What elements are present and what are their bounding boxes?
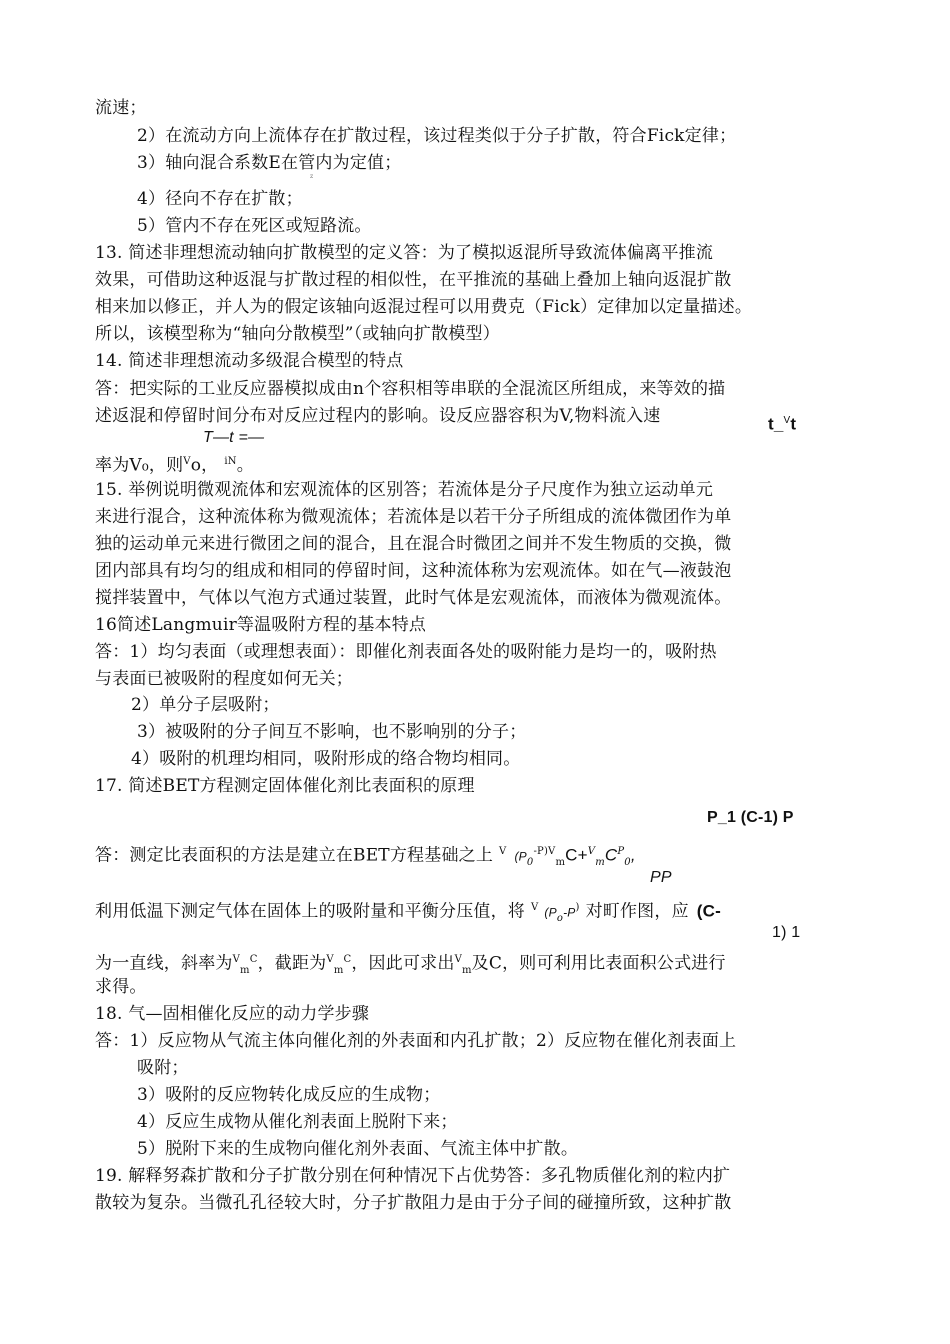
text-run: 利用低温下测定气体在固体上的吸附量和平衡分压值，将	[95, 901, 525, 922]
formula-superscript: )	[575, 902, 580, 913]
formula-subscript: 0	[624, 857, 631, 869]
text-line: 求得。	[95, 977, 147, 997]
formula-subscript: m	[333, 965, 344, 977]
formula-subscript: m	[461, 965, 472, 977]
text-line: 答：把实际的工业反应器模拟成由n个容积相等串联的全混流区所组成，来等效的描	[95, 379, 726, 399]
formula-superscript: C	[249, 954, 258, 965]
formula-superscript: V	[531, 902, 539, 913]
text-line: 5）脱附下来的生成物向催化剂外表面、气流主体中扩散。	[137, 1139, 579, 1159]
text-run: 述返混和停留时间分布对反应过程内的影响。设反应器容积为V,物料流入速	[95, 406, 661, 426]
question-13-heading: 13. 简述非理想流动轴向扩散模型的定义答：为了模拟返混所导致流体偏离平推流	[95, 243, 714, 263]
text-line: 流速；	[95, 98, 147, 118]
text-line: 与表面已被吸附的程度如何无关；	[95, 669, 353, 689]
question-17-heading: 17. 简述BET方程测定固体催化剂比表面积的原理	[95, 776, 475, 796]
formula-superscript: P	[617, 846, 625, 857]
text-run: 对町作图，应	[585, 901, 689, 922]
text-run: 为一直线，斜率为	[95, 953, 233, 974]
formula-text: t_	[768, 414, 784, 434]
formula-text: C	[604, 845, 618, 865]
formula-text: t	[790, 414, 797, 434]
text-line: 独的运动单元来进行微团之间的混合，且在混合时微团之间并不发生物质的交换，微	[95, 534, 732, 554]
formula-superscript: V	[783, 415, 791, 426]
text-line: 3）轴向混合系数E在管内为定值；	[137, 153, 402, 173]
text-line	[95, 897, 721, 930]
text-run: ，因此可求出	[351, 953, 455, 974]
formula-text: (P	[514, 849, 527, 864]
text-line: 团内部具有均匀的组成和相同的停留时间，这种流体称为宏观流体。如在气—液鼓泡	[95, 561, 732, 581]
question-14-heading: 14. 简述非理想流动多级混合模型的特点	[95, 351, 404, 371]
formula-fragment: T—t =—	[203, 429, 265, 446]
formula-superscript: iN	[224, 456, 237, 467]
stray-mark: z	[310, 173, 314, 180]
formula-superscript: -P)	[533, 846, 549, 857]
text-line: 4）反应生成物从催化剂表面上脱附下来；	[137, 1112, 458, 1132]
formula-subscript: m	[555, 857, 566, 869]
text-line: 答：1）反应物从气流主体向催化剂的外表面和内孔扩散；2）反应物在催化剂表面上	[95, 1031, 737, 1051]
formula-superscript: V	[326, 954, 334, 965]
text-run: ，截距为	[257, 953, 327, 974]
formula-text: (C-	[696, 901, 721, 921]
text-line: 搅拌装置中，气体以气泡方式通过装置，此时气体是宏观流体，而液体为微观流体。	[95, 588, 732, 608]
text-run: o，	[190, 455, 219, 476]
text-run: 。	[236, 455, 254, 476]
bet-formula-numerator: P_1 (C-1) P	[707, 809, 794, 826]
text-line: 2）单分子层吸附；	[131, 695, 280, 715]
formula-subscript: m	[240, 965, 250, 977]
formula-subscript: m	[595, 857, 605, 869]
text-line: 4）径向不存在扩散；	[137, 189, 303, 209]
formula-superscript: V	[587, 846, 596, 857]
text-line: 来进行混合，这种流体称为微观流体；若流体是以若干分子所组成的流体微团作为单	[95, 507, 732, 527]
formula-fragment: 1) 1	[772, 924, 801, 941]
text-line: 效果，可借助这种返混与扩散过程的相似性，在平推流的基础上叠加上轴向返混扩散	[95, 270, 732, 290]
text-line	[95, 949, 726, 982]
question-15-heading: 15. 举例说明微观流体和宏观流体的区别答；若流体是分子尺度作为独立运动单元	[95, 480, 714, 500]
text-line	[95, 451, 254, 477]
formula-fragment	[768, 410, 796, 436]
question-16-heading: 16简述Langmuir等温吸附方程的基本特点	[95, 615, 427, 635]
text-line: 3）吸附的反应物转化成反应的生成物；	[137, 1085, 441, 1105]
question-18-heading: 18. 气—固相催化反应的动力学步骤	[95, 1004, 370, 1024]
text-line: 2）在流动方向上流体存在扩散过程，该过程类似于分子扩散，符合Fick定律；	[137, 126, 737, 146]
text-line: 3）被吸附的分子间互不影响，也不影响别的分子；	[137, 722, 527, 742]
formula-text: C+	[565, 845, 588, 865]
text-run: 率为V₀，则	[95, 455, 184, 476]
formula-superscript: C	[343, 954, 352, 965]
text-line	[95, 841, 636, 874]
text-line: 4）吸附的机理均相同，吸附形成的络合物均相同。	[131, 749, 521, 769]
formula-superscript: V	[499, 846, 507, 857]
text-line: 吸附；	[137, 1058, 189, 1078]
text-run: 及C，则可利用比表面积公式进行	[471, 953, 726, 974]
formula-superscript: V	[454, 954, 462, 965]
text-run: 答：测定比表面积的方法是建立在BET方程基础之上	[95, 845, 494, 866]
text-line: 所以，该模型称为“轴向分散模型”（或轴向扩散模型）	[95, 324, 500, 344]
question-19-heading: 19. 解释努森扩散和分子扩散分别在何种情况下占优势答：多孔物质催化剂的粒内扩	[95, 1166, 731, 1186]
text-line: 散较为复杂。当微孔孔径较大时，分子扩散阻力是由于分子间的碰撞所致，这种扩散	[95, 1193, 732, 1213]
formula-superscript: V	[183, 456, 191, 467]
formula-subscript: o	[556, 913, 564, 925]
formula-text: ,	[630, 845, 636, 865]
formula-text: -P	[563, 905, 576, 920]
text-line	[95, 405, 661, 427]
formula-superscript: V	[548, 846, 556, 857]
text-line: 答：1）均匀表面（或理想表面）：即催化剂表面各处的吸附能力是均一的，吸附热	[95, 642, 717, 662]
text-line: 5）管内不存在死区或短路流。	[137, 216, 372, 236]
formula-subscript: 0	[526, 857, 534, 869]
formula-text: (P	[544, 905, 557, 920]
formula-superscript: V	[232, 954, 241, 965]
text-line: 相来加以修正，并人为的假定该轴向返混过程可以用费克（Fick）定律加以定量描述。	[95, 297, 753, 317]
bet-formula-denominator: PP	[650, 869, 672, 886]
